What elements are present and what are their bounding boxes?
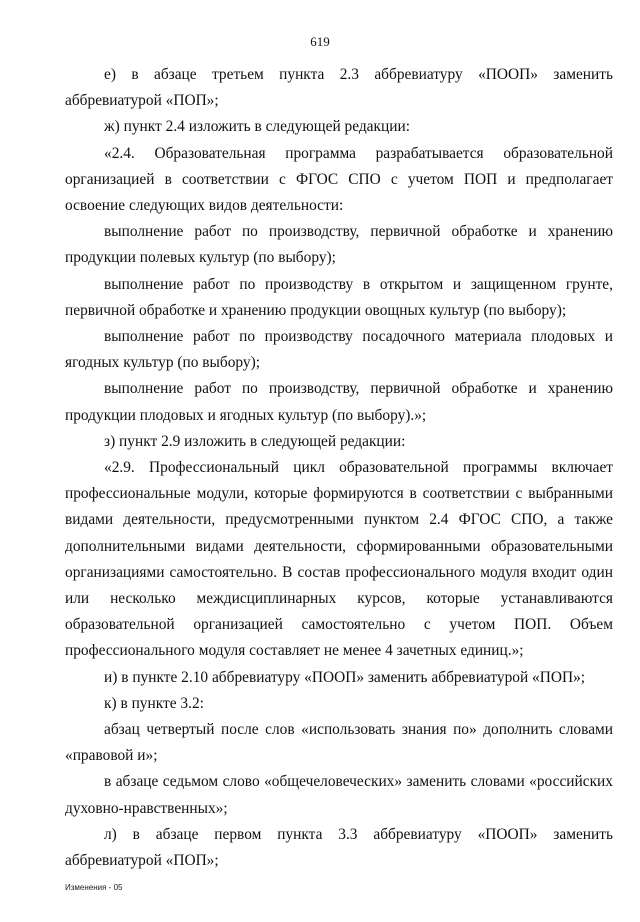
paragraph-activity-vegetables: выполнение работ по производству в открытом и защищенном грунте, первичной обработке и хранению продукции овощных культур (по выбору); <box>65 275 613 319</box>
paragraph-i-item-2-10: и) в пункте 2.10 аббревиатуру «ПООП» заменить аббревиатурой «ПОП»; <box>104 668 586 686</box>
page-number: 619 <box>310 34 330 49</box>
paragraph-abzats-fourth: абзац четвертый после слов «использовать знания по» дополнить словами «правовой и»; <box>65 721 613 765</box>
paragraph-activity-field-crops: выполнение работ по производству, первичной обработке и хранению продукции полевых культур (по выбору); <box>65 223 613 267</box>
paragraph-l-item-3-3: л) в абзаце первом пункта 3.3 аббревиатуру «ПООП» заменить аббревиатурой «ПОП»; <box>65 825 613 870</box>
paragraph-item-2-4-text: «2.4. Образовательная программа разрабатывается образовательной организацией в соответствии с ФГОС СПО с учетом ПОП и предполагает освоение следующих видов деятельности: <box>65 144 613 215</box>
paragraph-item-2-9-text: «2.9. Профессиональный цикл образовательной программы включает профессиональные модули, которые формируются в соответствии с выбранными видами деятельности, предусмотренными пунктом 2.4 ФГОС СПО, а также дополнительными видами деятельности, сформированными образовательными организациями самостоятельно. В состав профессионального модуля входит один или несколько междисциплинарных курсов, которые устанавливаются образовательной организацией самостоятельно с учетом ПОП. Объем профессионального модуля составляет не менее 4 зачетных единиц.»; <box>65 459 613 660</box>
paragraph-abzats-seventh: в абзаце седьмом слово «общечеловеческих» заменить словами «российских духовно-нравственных»; <box>65 773 613 817</box>
paragraph-activity-fruit-berry: выполнение работ по производству, первичной обработке и хранению продукции плодовых и ягодных культур (по выбору).»; <box>65 380 613 424</box>
footer-note: Изменения - 05 <box>65 883 123 892</box>
paragraph-zh-item-2-4-heading: ж) пункт 2.4 изложить в следующей редакции: <box>104 118 410 136</box>
paragraph-k-item-3-2: к) в пункте 3.2: <box>104 694 204 712</box>
document-body <box>65 62 613 874</box>
paragraph-e-abbreviation-2-3: е) в абзаце третьем пункта 2.3 аббревиатуру «ПООП» заменить аббревиатурой «ПОП»; <box>65 66 613 110</box>
paragraph-activity-planting-material: выполнение работ по производству посадочного материала плодовых и ягодных культур (по выбору); <box>65 328 613 372</box>
paragraph-z-item-2-9-heading: з) пункт 2.9 изложить в следующей редакции: <box>104 432 406 450</box>
